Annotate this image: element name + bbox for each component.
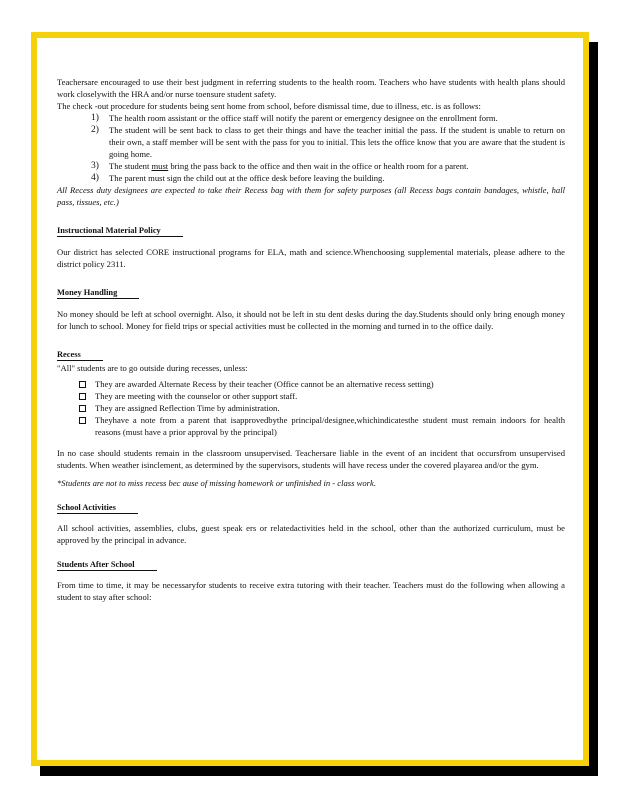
recess-intro: "All" students are to go outside during recesses, unless: xyxy=(57,363,248,373)
bullet-text: Theyhave a note from a parent that isapprovedbythe principal/designee,whichindicatesthe student must remain indoors for health reasons (must have a prior approval by the principal) xyxy=(95,415,565,437)
list-item xyxy=(79,390,565,402)
recess-duty-note: All Recess duty designees are expected to take their Recess bag with them for safety purposes (all Recess bags contain bandages, whistle, hall pass, tissues, etc.) xyxy=(57,185,565,207)
list-item xyxy=(91,112,565,124)
after-school-paragraph: From time to time, it may be necessaryfor students to receive extra tutoring with their teacher. Teachers must do the following when allowing a student to stay after school: xyxy=(57,580,565,602)
list-item xyxy=(91,160,565,172)
step-text-after: bring the pass back to the office and then wait in the office or health room for a parent. xyxy=(168,161,469,171)
money-paragraph: No money should be left at school overnight. Also, it should not be left in stu dent desks during the day.Students should only bring enough money for lunch to school. Money for field trips or special activities must be collected in the morning and turned in to the office daily. xyxy=(57,309,565,331)
bullet-box-icon xyxy=(79,405,86,412)
step-text: The parent must sign the child out at the office desk before leaving the building. xyxy=(109,173,385,183)
section-heading-wrap xyxy=(57,501,565,514)
bullet-text: They are awarded Alternate Recess by their teacher (Office cannot be an alternative recess setting) xyxy=(95,379,434,389)
step-number: 2) xyxy=(91,125,99,135)
bullet-box-icon xyxy=(79,417,86,424)
document-body xyxy=(57,76,565,603)
step-text: The health room assistant or the office staff will notify the parent or emergency designee on the enrollment form. xyxy=(109,113,498,123)
section-heading-wrap xyxy=(57,348,565,361)
school-activities-heading: School Activities xyxy=(57,502,138,514)
instructional-heading: Instructional Material Policy xyxy=(57,225,183,237)
school-activities-paragraph: All school activities, assemblies, clubs, guest speak ers or relatedactivities held in the school, other than the authorized curriculum, must be approved by the principal in advance. xyxy=(57,523,565,545)
instructional-paragraph: Our district has selected CORE instructional programs for ELA, math and science.Whenchoosing supplemental materials, please adhere to the district policy 2311. xyxy=(57,247,565,269)
bullet-box-icon xyxy=(79,393,86,400)
document-page xyxy=(31,32,589,766)
step-number: 4) xyxy=(91,173,99,183)
list-item xyxy=(91,124,565,160)
recess-heading: Recess xyxy=(57,349,103,361)
health-intro-paragraph: Teachersare encouraged to use their best judgment in referring students to the health room. Teachers who have students with health plans should work closelywith the HRA and/or nurse toensure student safety. xyxy=(57,77,565,99)
step-number: 3) xyxy=(91,161,99,171)
bullet-box-icon xyxy=(79,381,86,388)
step-text-before: The student xyxy=(109,161,152,171)
list-item xyxy=(91,172,565,184)
recess-supervision-paragraph: In no case should students remain in the classroom unsupervised. Teachersare liable in the event of an incident that occursfrom unsupervised students. When weather isinclement, as determined by the supervisors, students will have recess under the covered playarea and/or the gym. xyxy=(57,448,565,470)
recess-exceptions xyxy=(79,378,565,438)
bullet-text: They are meeting with the counselor or other support staff. xyxy=(95,391,298,401)
after-school-heading: Students After School xyxy=(57,559,157,571)
list-item xyxy=(79,378,565,390)
section-heading-wrap xyxy=(57,286,565,299)
list-item xyxy=(79,414,565,438)
section-heading-wrap xyxy=(57,224,565,237)
section-heading-wrap xyxy=(57,558,565,571)
step-text: The student will be sent back to class to get their things and have the teacher initial the pass. If the student is unable to return on their own, a staff member will be sent with the pass for you to initial. This lets the office know that you are aware that the student is going home. xyxy=(109,125,565,159)
check-out-steps xyxy=(91,112,565,184)
bullet-text: They are assigned Reflection Time by administration. xyxy=(95,403,280,413)
list-item xyxy=(79,402,565,414)
step-number: 1) xyxy=(91,113,99,123)
money-heading: Money Handling xyxy=(57,287,139,299)
step-emphasis: must xyxy=(151,161,169,171)
recess-homework-note: *Students are not to miss recess bec ause of missing homework or unfinished in - class work. xyxy=(57,478,376,488)
check-out-intro: The check -out procedure for students being sent home from school, before dismissal time, due to illness, etc. is as follows: xyxy=(57,101,481,111)
